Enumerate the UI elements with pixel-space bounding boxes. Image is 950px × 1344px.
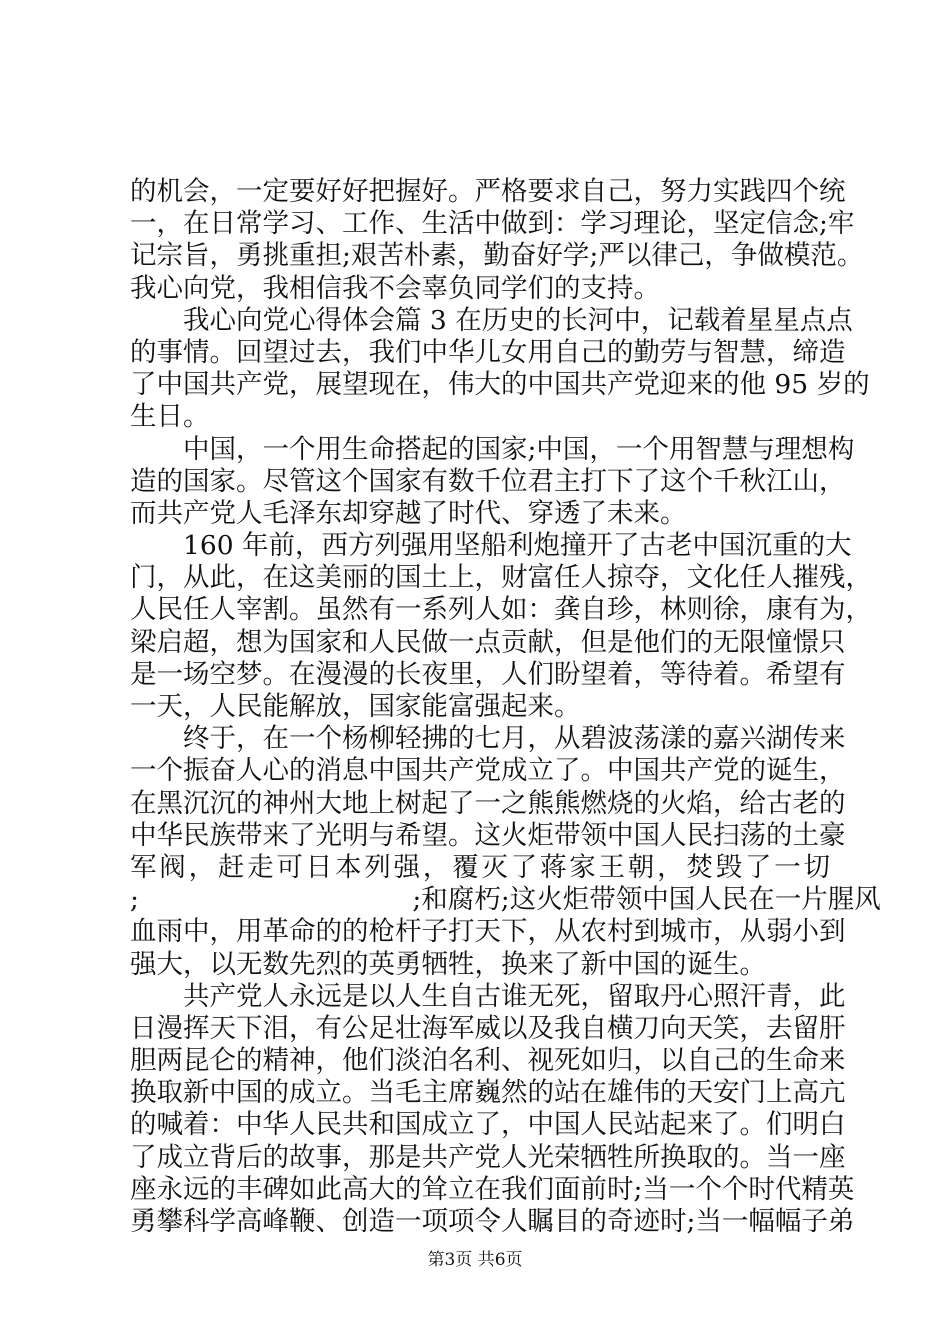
text-line: 日漫挥天下泪，有公足壮海军威以及我自横刀向天笑，去留肝 xyxy=(130,1012,846,1044)
page-footer: 第3页 共6页 xyxy=(427,1250,523,1270)
text-line: 强大，以无数先烈的英勇牺牲，换来了新中国的诞生。 xyxy=(130,948,766,980)
text-line: 一个振奋人心的消息中国共产党成立了。中国共产党的诞生， xyxy=(130,755,846,787)
text-line: 生日。 xyxy=(130,401,210,433)
text-line: 160 年前，西方列强用坚船利炮撞开了古老中国沉重的大 xyxy=(130,530,852,562)
text-line: 血雨中，用革命的的枪杆子打天下，从农村到城市，从弱小到 xyxy=(130,916,846,948)
text-line: 胆两昆仑的精神，他们淡泊名利、视死如归，以自己的生命来 xyxy=(130,1045,846,1077)
text-line: 了中国共产党，展望现在，伟大的中国共产党迎来的他 95 岁的 xyxy=(130,369,870,401)
text-line: 造的国家。尽管这个国家有数千位君主打下了这个千秋江山， xyxy=(130,465,846,497)
text-line: ; ;和腐朽;这火炬带领中国人民在一片腥风 xyxy=(130,884,881,916)
text-line: 的事情。回望过去，我们中华儿女用自己的勤劳与智慧，缔造 xyxy=(130,336,846,368)
text-line: 共产党人永远是以人生自古谁无死，留取丹心照汗青，此 xyxy=(130,980,846,1012)
text-line: 中国，一个用生命搭起的国家;中国，一个用智慧与理想构 xyxy=(130,433,855,465)
text-line: 在黑沉沉的神州大地上树起了一之熊熊燃烧的火焰，给古老的 xyxy=(130,787,846,819)
text-line: 勇攀科学高峰鞭、创造一项项令人瞩目的奇迹时;当一幅幅子弟 xyxy=(130,1206,855,1237)
text-line: 军阀，赶走可日本列强，覆灭了蒋家王朝，焚毁了一切 xyxy=(130,851,830,883)
text-line: 我心向党心得体会篇 3 在历史的长河中，记载着星星点点 xyxy=(130,304,853,336)
text-line: 梁启超，想为国家和人民做一点贡献，但是他们的无限憧憬只 xyxy=(130,626,846,658)
text-line: 中华民族带来了光明与希望。这火炬带领中国人民扫荡的土豪 xyxy=(130,819,846,851)
text-line: 人民任人宰割。虽然有一系列人如：龚自珍，林则徐，康有为， xyxy=(130,594,872,626)
text-line: 座永远的丰碑如此高大的耸立在我们面前时;当一个个时代精英 xyxy=(130,1173,855,1205)
text-line: 的机会，一定要好好把握好。严格要求自己，努力实践四个统 xyxy=(130,176,846,207)
text-line: 而共产党人毛泽东却穿越了时代、穿透了未来。 xyxy=(130,497,687,529)
text-line: 了成立背后的故事，那是共产党人光荣牺牲所换取的。当一座 xyxy=(130,1141,846,1173)
text-line: 一天，人民能解放，国家能富强起来。 xyxy=(130,691,581,722)
text-line: 记宗旨，勇挑重担;艰苦朴素，勤奋好学;严以律己，争做模范。 xyxy=(130,240,864,272)
body-text xyxy=(130,176,881,1238)
text-line: 门，从此，在这美丽的国土上，财富任人掠夺，文化任人摧残， xyxy=(130,562,872,594)
text-line: 的喊着：中华人民共和国成立了，中国人民站起来了。们明白 xyxy=(130,1109,846,1141)
text-line: 是一场空梦。在漫漫的长夜里，人们盼望着，等待着。希望有 xyxy=(130,658,846,690)
text-line: 终于，在一个杨柳轻拂的七月，从碧波荡漾的嘉兴湖传来 xyxy=(130,723,846,755)
text-line: 我心向党，我相信我不会辜负同学们的支持。 xyxy=(130,272,660,304)
text-line: 一，在日常学习、工作、生活中做到：学习理论，坚定信念;牢 xyxy=(130,208,855,240)
text-line: 换取新中国的成立。当毛主席巍然的站在雄伟的天安门上高亢 xyxy=(130,1077,846,1109)
